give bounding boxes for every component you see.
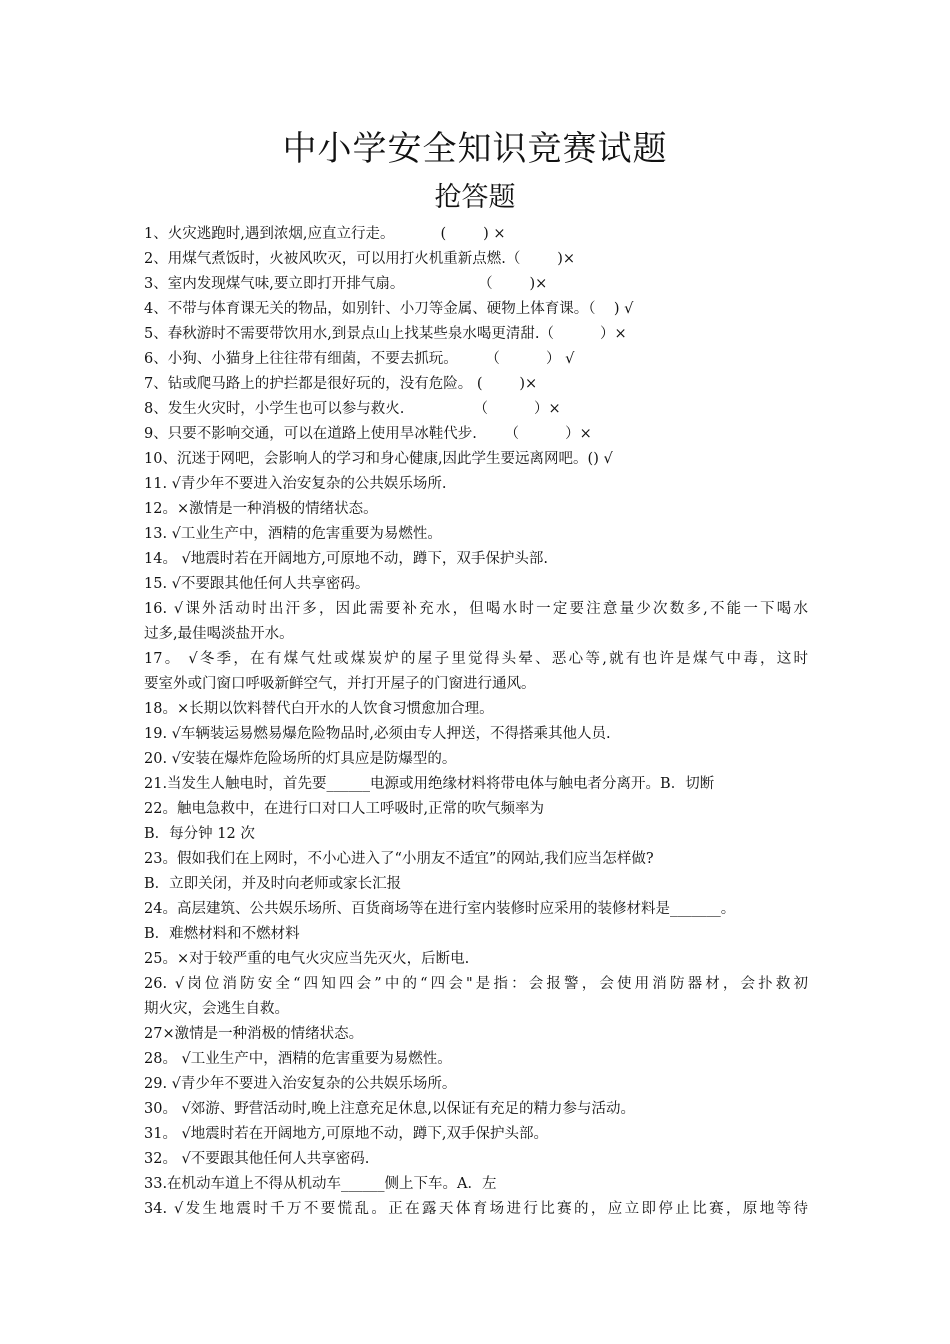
text-line: 31。 √地震时若在开阔地方,可原地不动，蹲下,双手保护头部。 xyxy=(144,1126,549,1142)
text-line: 期火灾，会逃生自救。 xyxy=(144,1001,289,1017)
text-line: 18。×长期以饮料替代白开水的人饮食习惯愈加合理。 xyxy=(144,701,494,717)
text-line: 1、火灾逃跑时,遇到浓烟,应直立行走。 ( ) × xyxy=(144,226,506,242)
text-line: 22。触电急救中，在进行口对口人工呼吸时,正常的吹气频率为 xyxy=(144,801,545,817)
document-title: 中小学安全知识竞赛试题 xyxy=(282,129,668,169)
text-line: 33.在机动车道上不得从机动车______侧上下车。A．左 xyxy=(144,1176,497,1192)
text-line: 13. √工业生产中，酒精的危害重要为易燃性。 xyxy=(144,526,442,542)
text-line: 10、沉迷于网吧，会影响人的学习和身心健康,因此学生要远离网吧。() √ xyxy=(144,451,613,467)
text-line: 4、不带与体育课无关的物品，如别针、小刀等金属、硬物上体育课。（ ) √ xyxy=(144,301,634,317)
text-line: 23。假如我们在上网时，不小心进入了“小朋友不适宜”的网站,我们应当怎样做? xyxy=(144,851,654,867)
text-line: 26. √岗位消防安全“四知四会”中的“四会"是指：会报警，会使用消防器材，会扑救初 xyxy=(144,976,808,992)
text-line: 25。×对于较严重的电气火灾应当先灭火，后断电. xyxy=(144,951,470,967)
text-line: 27×激情是一种消极的情绪状态。 xyxy=(144,1026,364,1042)
section-heading: 抢答题 xyxy=(434,182,516,213)
text-line: 15. √不要跟其他任何人共享密码。 xyxy=(144,576,370,592)
text-line: 21.当发生人触电时，首先要______电源或用绝缘材料将带电体与触电者分离开。B．切断 xyxy=(144,776,715,792)
text-line: 9、只要不影响交通，可以在道路上使用旱冰鞋代步. （ ）× xyxy=(144,426,592,442)
text-line: B．难燃材料和不燃材料 xyxy=(144,926,300,942)
text-line: 32。 √不要跟其他任何人共享密码. xyxy=(144,1151,370,1167)
text-line: 14。 √地震时若在开阔地方,可原地不动，蹲下，双手保护头部. xyxy=(144,551,549,567)
text-line: 17。 √冬季，在有煤气灶或煤炭炉的屋子里觉得头晕、恶心等,就有也许是煤气中毒，这时 xyxy=(144,651,808,667)
text-line: 20. √安装在爆炸危险场所的灯具应是防爆型的。 xyxy=(144,751,457,767)
text-line: 16. √课外活动时出汗多，因此需要补充水，但喝水时一定要注意量少次数多,不能一下喝水 xyxy=(144,601,808,617)
text-line: 7、钻或爬马路上的护拦都是很好玩的，没有危险。 ( )× xyxy=(144,376,538,392)
text-line: 8、发生火灾时，小学生也可以参与救火. （ ）× xyxy=(144,401,561,417)
text-line: 28。 √工业生产中，酒精的危害重要为易燃性。 xyxy=(144,1051,452,1067)
text-line: 6、小狗、小猫身上往往带有细菌，不要去抓玩。 （ ） √ xyxy=(144,351,575,367)
text-line: 12。×激情是一种消极的情绪状态。 xyxy=(144,501,378,517)
text-line: 11. √青少年不要进入治安复杂的公共娱乐场所. xyxy=(144,476,447,492)
text-line: 过多,最佳喝淡盐开水。 xyxy=(144,626,294,642)
text-line: 2、用煤气煮饭时，火被风吹灭，可以用打火机重新点燃.（ )× xyxy=(144,251,576,267)
text-line: 3、室内发现煤气味,要立即打开排气扇。 （ )× xyxy=(144,276,548,292)
text-line: 24。高层建筑、公共娱乐场所、百货商场等在进行室内装修时应采用的装修材料是_______。 xyxy=(144,901,736,917)
text-line: 要室外或门窗口呼吸新鲜空气，并打开屋子的门窗进行通风。 xyxy=(144,676,536,692)
text-line: B．每分钟 12 次 xyxy=(144,826,255,842)
question-list xyxy=(144,222,808,1222)
text-line: 5、春秋游时不需要带饮用水,到景点山上找某些泉水喝更清甜.（ ）× xyxy=(144,326,627,342)
text-line: 30。 √郊游、野营活动时,晚上注意充足休息,以保证有充足的精力参与活动。 xyxy=(144,1101,636,1117)
text-line: 19. √车辆装运易燃易爆危险物品时,必须由专人押送，不得搭乘其他人员. xyxy=(144,726,611,742)
text-line: B．立即关闭，并及时向老师或家长汇报 xyxy=(144,876,402,892)
text-line: 34. √发生地震时千万不要慌乱。正在露天体育场进行比赛的，应立即停止比赛，原地等待 xyxy=(144,1201,808,1217)
text-line: 29. √青少年不要进入治安复杂的公共娱乐场所。 xyxy=(144,1076,457,1092)
